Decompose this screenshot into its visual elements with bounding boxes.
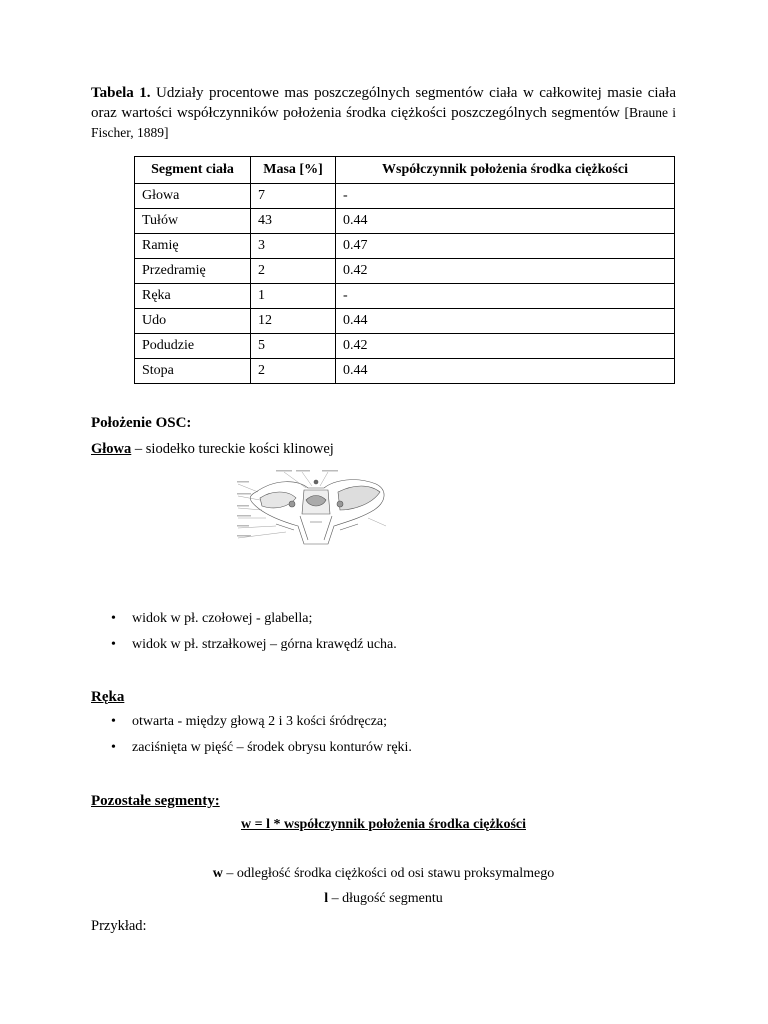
header-segment: Segment ciała [135,157,251,184]
table-row [135,334,675,359]
cell-coefficient: 0.44 [336,309,675,334]
cell-segment: Tułów [135,209,251,234]
sphenoid-bone-illustration [236,470,396,560]
example-label: Przykład: [91,918,147,934]
cell-mass: 1 [251,284,336,309]
cell-segment: Przedramię [135,259,251,284]
cell-mass: 12 [251,309,336,334]
segments-table [134,156,675,384]
cell-coefficient: 0.42 [336,334,675,359]
cell-mass: 3 [251,234,336,259]
cell-segment: Podudzie [135,334,251,359]
table-row [135,209,675,234]
table-row [135,284,675,309]
head-bullet-list [91,606,397,658]
head-text: – siodełko tureckie kości klinowej [131,441,334,457]
l-definition [91,891,676,907]
head-label: Głowa [91,441,132,457]
w-label: w [212,866,223,881]
header-mass: Masa [%] [251,157,336,184]
cell-mass: 7 [251,184,336,209]
table-caption [91,84,676,143]
table-header-row [135,157,675,184]
hand-bullet-list [91,709,412,761]
l-text: – długość segmentu [328,891,443,906]
list-item [91,632,397,658]
header-coefficient: Współczynnik położenia środka ciężkości [336,157,675,184]
w-text: – odległość środka ciężkości od osi stawu proksymalmego [222,866,555,881]
cell-coefficient: - [336,184,675,209]
cell-segment: Ręka [135,284,251,309]
table-row [135,309,675,334]
cell-mass: 5 [251,334,336,359]
w-definition [91,866,676,882]
cell-coefficient: 0.47 [336,234,675,259]
other-segments-heading: Pozostałe segmenty: [91,793,220,809]
head-line [91,440,334,459]
list-item-text: widok w pł. strzałkowej – górna krawędź ucha. [132,637,397,652]
table-row [135,259,675,284]
cell-segment: Stopa [135,359,251,384]
cell-mass: 43 [251,209,336,234]
hand-heading: Ręka [91,689,125,705]
cell-coefficient: 0.44 [336,359,675,384]
cell-coefficient: 0.42 [336,259,675,284]
list-item-text: otwarta - między głową 2 i 3 kości śródręcza; [132,714,388,729]
caption-text: Udziały procentowe mas poszczególnych segmentów ciała w całkowitej masie ciała oraz wartości współczynników położenia środka ciężkości poszczególnych segmentów [91,85,677,121]
cell-segment: Udo [135,309,251,334]
cell-coefficient: 0.44 [336,209,675,234]
list-item [91,735,412,761]
list-item-text: zaciśnięta w pięść – środek obrysu konturów ręki. [132,740,412,755]
caption-label: Tabela 1. [91,85,151,101]
list-item-text: widok w pł. czołowej - glabella; [132,611,313,626]
formula: w = l * współczynnik położenia środka ciężkości [240,817,527,832]
list-item [91,606,397,632]
cell-coefficient: - [336,284,675,309]
table-row [135,359,675,384]
l-label: l [324,891,329,906]
table-row [135,234,675,259]
cell-mass: 2 [251,259,336,284]
cell-segment: Głowa [135,184,251,209]
cell-segment: Ramię [135,234,251,259]
osc-heading: Położenie OSC: [91,415,192,431]
list-item [91,709,412,735]
cell-mass: 2 [251,359,336,384]
caption-reference: [Braune i Fischer, 1889] [91,105,677,140]
table-row [135,184,675,209]
